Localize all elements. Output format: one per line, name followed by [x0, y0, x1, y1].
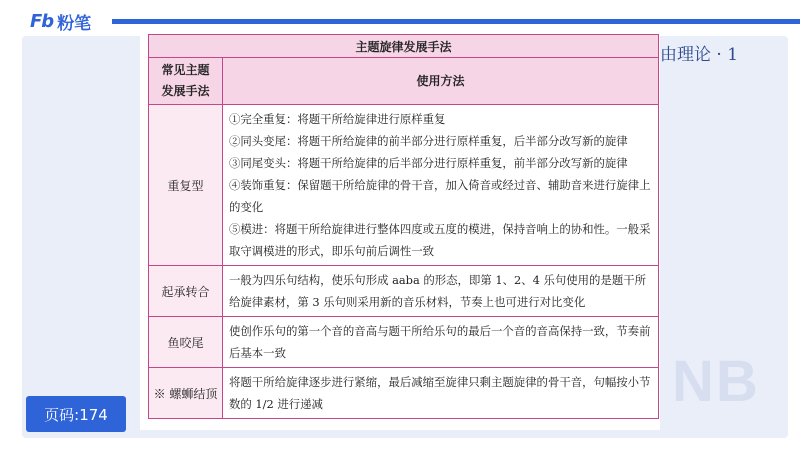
row-content: 使创作乐句的第一个音的音高与题干所给乐句的最后一个音的音高保持一致，节奏前后基本一致: [223, 317, 659, 368]
brand-name: 粉笔: [57, 13, 92, 34]
row-category: 重复型: [149, 105, 223, 266]
page-number-badge: 页码:174: [26, 396, 126, 432]
brand-logo: [30, 10, 91, 32]
table-row: [149, 105, 659, 266]
header-usage: 使用方法: [223, 58, 659, 105]
logo-mark-icon: Fb: [30, 10, 54, 32]
theme-development-table: [148, 34, 659, 419]
header-method: 常见主题 发展手法: [149, 58, 223, 105]
row-category: 鱼咬尾: [149, 317, 223, 368]
row-content: 将题干所给旋律逐步进行紧缩，最后减缩至旋律只剩主题旋律的骨干音，句幅按小节数的 1/2 进行递减: [223, 368, 659, 419]
table-row: [149, 317, 659, 368]
slide-title: 由理论 · 1: [660, 45, 739, 65]
document-page: [140, 28, 660, 430]
watermark: NB: [672, 349, 760, 414]
table-title: 主题旋律发展手法: [149, 35, 659, 58]
table-row: [149, 266, 659, 317]
row-content: 一般为四乐句结构，使乐句形成 aaba 的形态，即第 1、2、4 乐句使用的是题干所给旋律素材，第 3 乐句则采用新的音乐材料，节奏上也可进行对比变化: [223, 266, 659, 317]
table-row: [149, 368, 659, 419]
table-title-row: [149, 35, 659, 58]
row-content: ①完全重复：将题干所给旋律进行原样重复 ②同头变尾：将题干所给旋律的前半部分进行原样重复，后半部分改写新的旋律 ③同尾变头：将题干所给旋律的后半部分进行原样重复，前半部分改写新的旋律 ④装饰重复：保留题干所给旋律的骨干音，加入倚音或经过音、辅助音来进行旋律上的变化 ⑤模进：将题干所给旋律进行整体四度或五度的模进，保持音响上的协和性。一般采取守调模进的形式，即乐句前后调性一致: [223, 105, 659, 266]
header-rule: [112, 19, 800, 24]
row-category: ※ 螺蛳结顶: [149, 368, 223, 419]
row-category: 起承转合: [149, 266, 223, 317]
table-header-row: [149, 58, 659, 105]
